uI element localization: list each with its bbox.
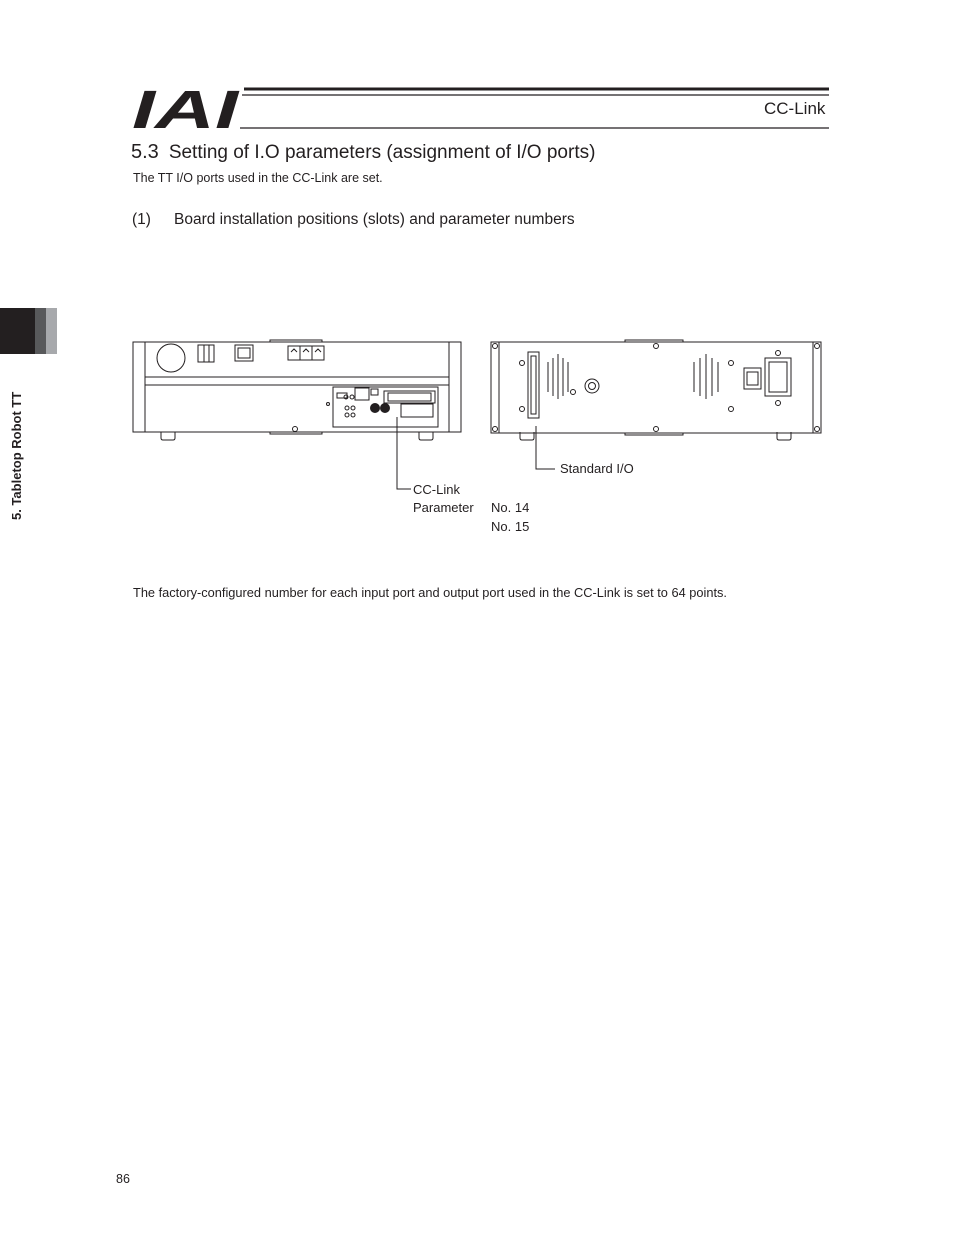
standard-io-label: Standard I/O xyxy=(560,461,634,476)
subsection-number: (1) xyxy=(132,211,151,228)
parameter-label: Parameter xyxy=(413,500,474,515)
page-number: 86 xyxy=(116,1172,130,1186)
front-view xyxy=(133,340,461,440)
section-number: 5.3 xyxy=(131,141,159,163)
chapter-tab-label: 5. Tabletop Robot TT xyxy=(9,391,24,520)
iai-logo xyxy=(132,86,832,132)
section-intro: The TT I/O ports used in the CC-Link are set. xyxy=(133,171,383,185)
section-title-text: Setting of I.O parameters (assignment of I/O ports) xyxy=(168,142,596,163)
subsection-title: Board installation positions (slots) and parameter numbers xyxy=(174,211,575,228)
cc-link-label: CC-Link xyxy=(413,482,460,497)
parameter-number-1: No. 14 xyxy=(491,500,530,515)
chapter-tab-bar xyxy=(0,308,57,354)
factory-config-note: The factory-configured number for each input port and output port used in the CC-Link is set to 64 points. xyxy=(133,585,727,600)
controller-diagram xyxy=(125,332,825,542)
header-section-label: CC-Link xyxy=(764,99,826,118)
parameter-number-2: No. 15 xyxy=(491,519,530,534)
section-title xyxy=(131,141,595,164)
logo-lettering: IAI xyxy=(132,86,240,132)
subsection-heading xyxy=(132,211,575,229)
rear-view xyxy=(491,340,821,440)
